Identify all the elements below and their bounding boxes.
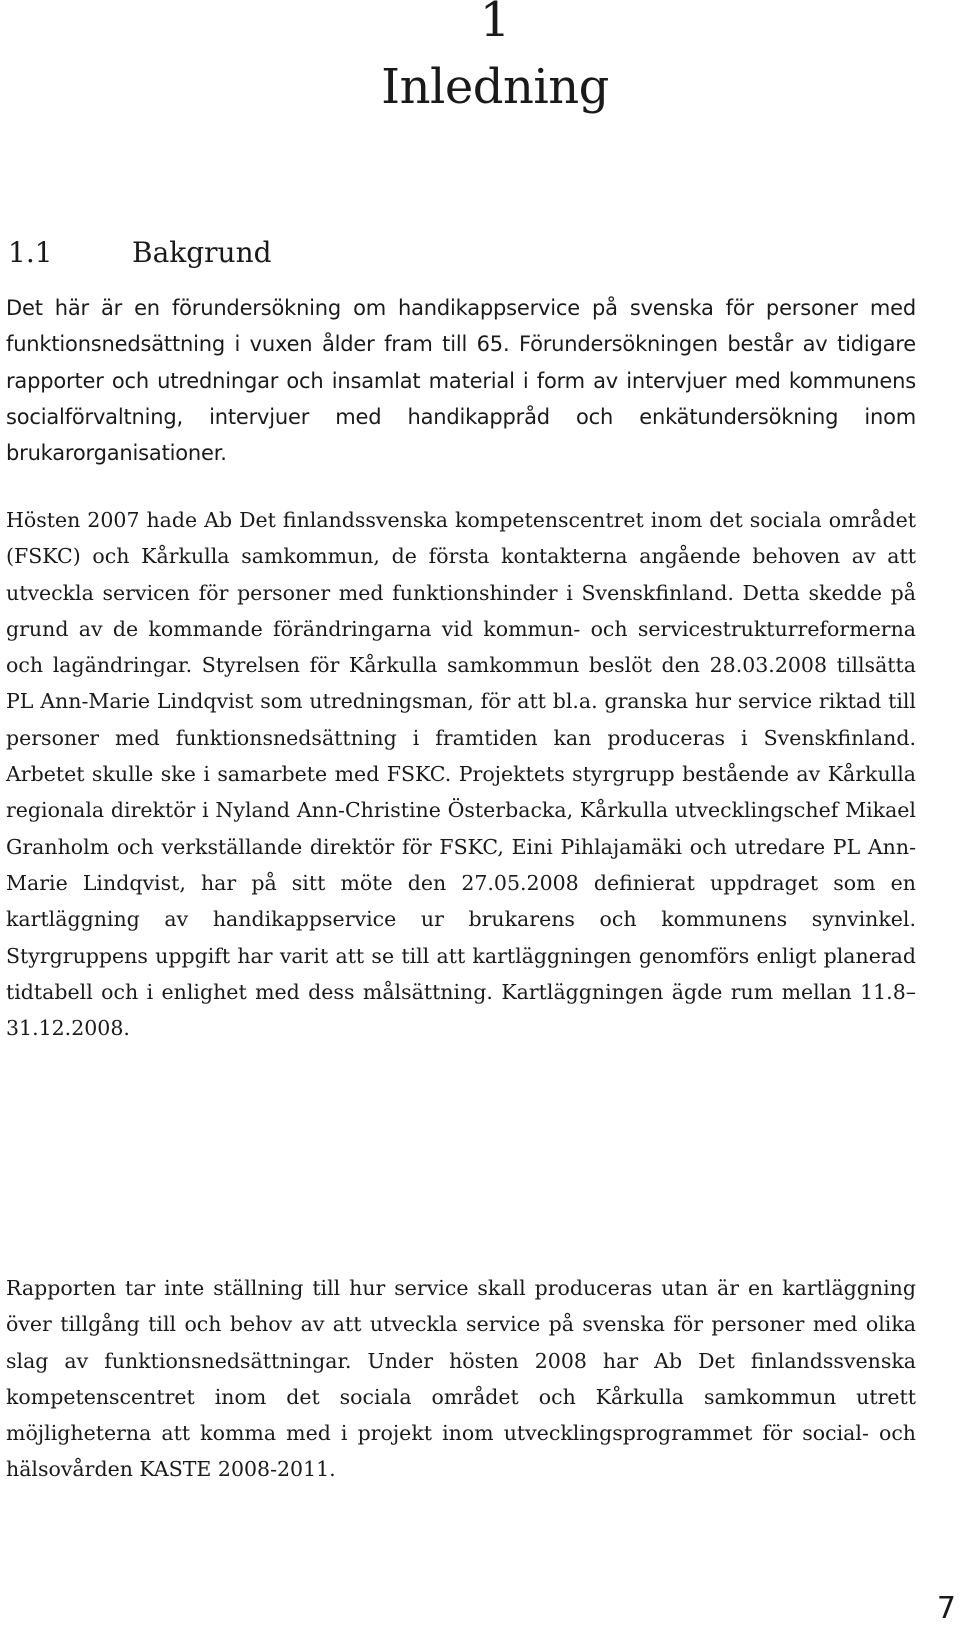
page-number: 7 [936, 1591, 956, 1626]
paragraph-background: Hösten 2007 hade Ab Det finlandssvenska kompetenscentret inom det sociala området (FSKC) och Kårkulla samkommun, de första kontakterna angående behoven av att utveckla servicen för personer med funktionshinder i Svenskfinland. Detta skedde på grund av de kommande förändringarna vid kommun- och servicestrukturreformerna och lagändringar. Styrelsen för Kårkulla samkommun beslöt den 28.03.2008 tillsätta PL Ann-Marie Lindqvist som utredningsman, för att bl.a. granska hur service riktad till personer med funktionsnedsättning i framtiden kan produceras i Svenskfinland. Arbetet skulle ske i samarbete med FSKC. Projektets styrgrupp bestående av Kårkulla regionala direktör i Nyland Ann-Christine Österbacka, Kårkulla utvecklingschef Mikael Granholm och verkställande direktör för FSKC, Eini Pihlajamäki och utredare PL Ann-Marie Lindqvist, har på sitt möte den 27.05.2008 definierat uppdraget som en kartläggning av handikappservice ur brukarens och kommunens synvinkel. Styrgruppens uppgift har varit att se till att kartläggningen genomförs enligt planerad tidtabell och i enlighet med dess målsättning. Kartläggningen ägde rum mellan 11.8–31.12.2008. [6, 508, 916, 1041]
chapter-title: Inledning [381, 59, 609, 115]
section-title: Bakgrund [132, 236, 272, 269]
section-heading [8, 236, 272, 270]
paragraph-scope: Rapporten tar inte ställning till hur service skall produceras utan är en kartläggning över tillgång till och behov av att utveckla service på svenska för personer med olika slag av funktionsnedsättningar. Under hösten 2008 har Ab Det finlandssvenska kompetenscentret inom det sociala området och Kårkulla samkommun utrett möjligheterna att komma med i projekt inom utvecklingsprogrammet för social- och hälsovården KASTE 2008-2011. [6, 1276, 916, 1482]
paragraph-intro: Det här är en förundersökning om handikappservice på svenska för personer med funktionsnedsättning i vuxen ålder fram till 65. Förundersökningen består av tidigare rapporter och utredningar och insamlat material i form av intervjuer med kommunens socialförvaltning, intervjuer med handikappråd och enkätundersökning inom brukarorganisationer. [6, 296, 916, 466]
chapter-number: 1 [479, 0, 511, 48]
section-number: 1.1 [8, 236, 53, 269]
